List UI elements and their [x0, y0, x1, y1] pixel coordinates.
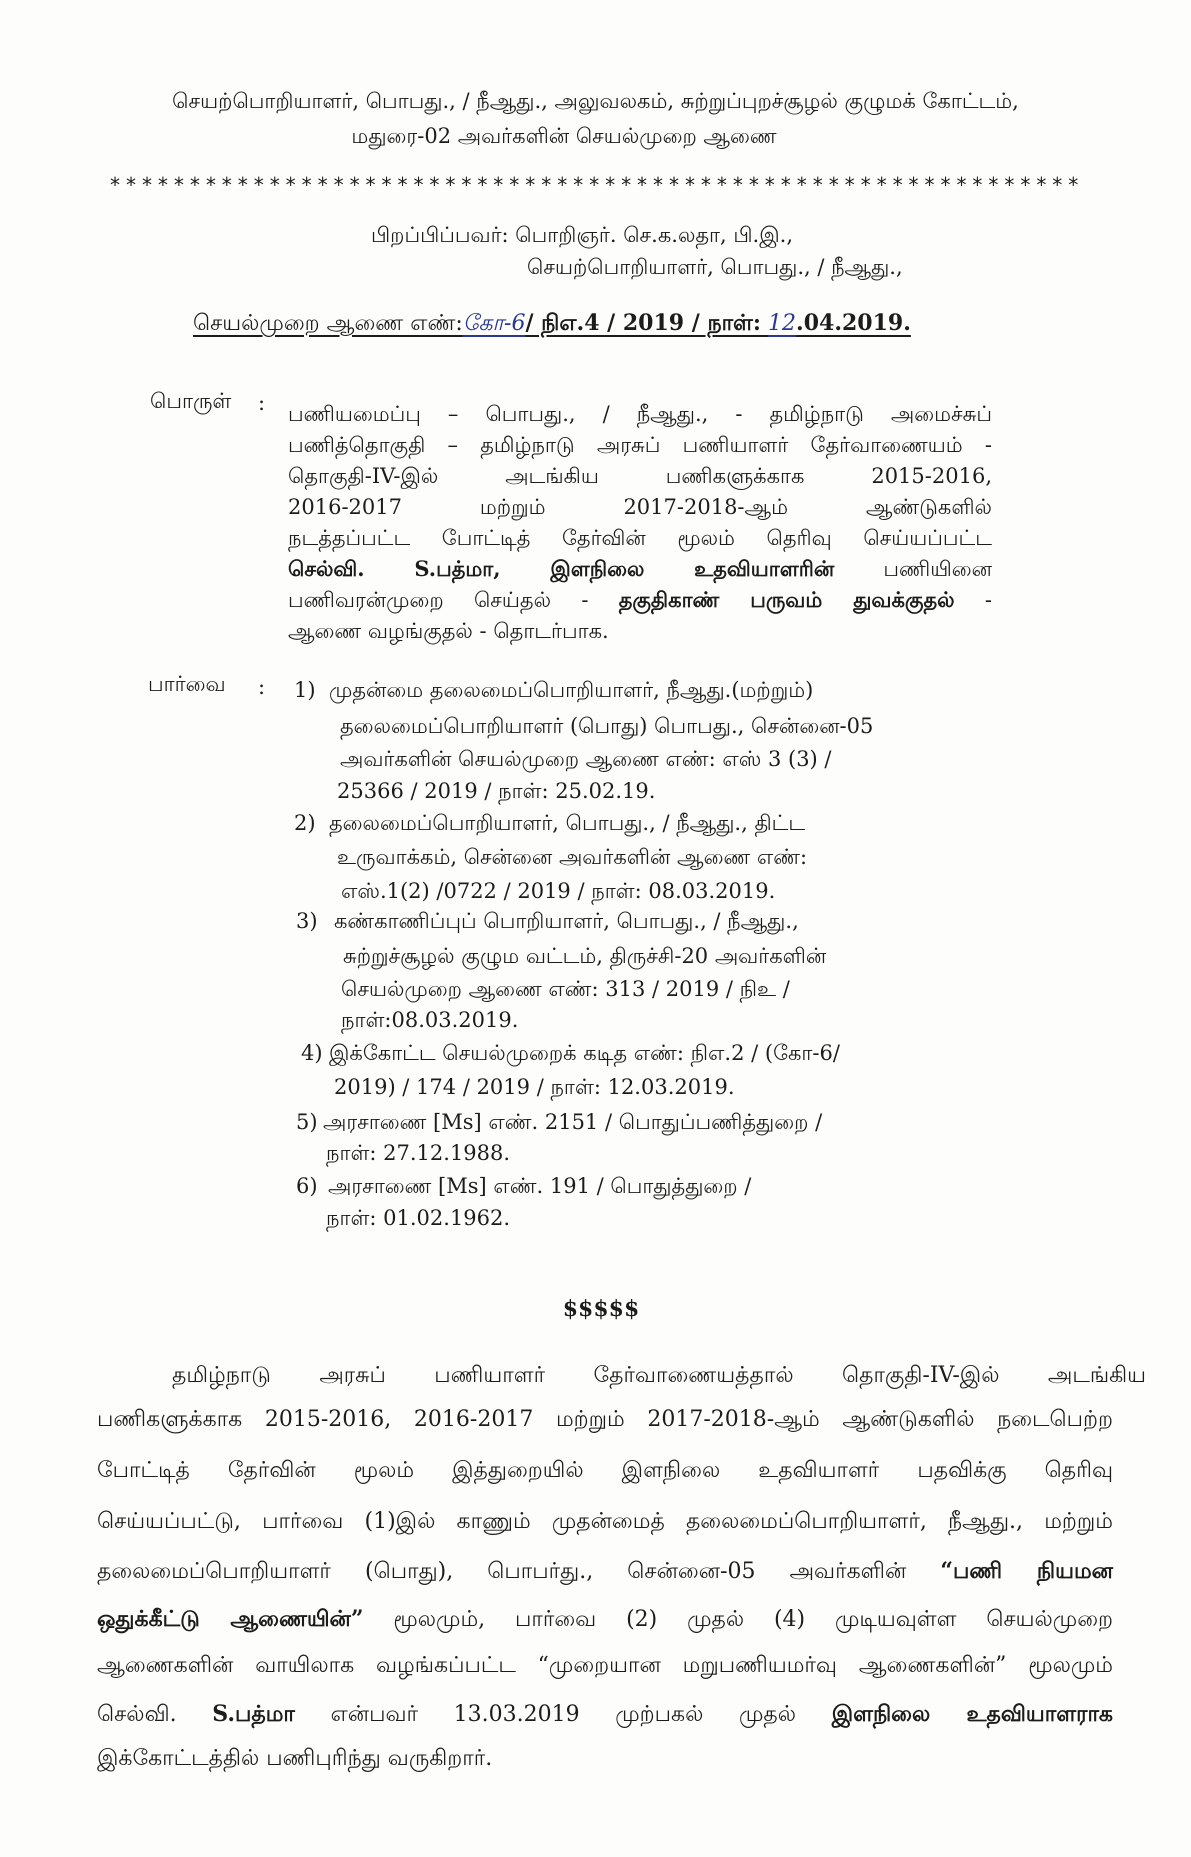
body-line-3: [97, 1455, 1113, 1487]
quoted-order-bold: ஒதுக்கீட்டு ஆணையின்”: [97, 1606, 364, 1632]
subject-line-1: [288, 399, 992, 429]
office-header-line-2: மதுரை-02 அவர்களின் செயல்முறை ஆணை: [351, 124, 777, 148]
text-segment: பணித்தொகுதி – தமிழ்நாடு அரசுப் பணியாளர் தேர்வாணையம் -: [288, 433, 992, 457]
reference-3-line: செயல்முறை ஆணை எண்: 313 / 2019 / நிஉ /: [341, 977, 790, 1001]
employee-name-bold: செல்வி. S.பத்மா, இளநிலை உதவியாளரின்: [288, 556, 835, 581]
reference-number-5: 5): [296, 1110, 318, 1134]
text-segment: தொகுதி-IV-இல் அடங்கிய பணிகளுக்காக 2015-2016,: [288, 464, 992, 488]
subject-line-7: [288, 585, 992, 615]
subject-line-6: [288, 554, 992, 584]
reference-5-line: நாள்: 27.12.1988.: [326, 1141, 511, 1165]
quoted-order-bold: “பணி நியமன: [940, 1558, 1113, 1584]
issuer-name-line: பிறப்பிப்பவர்: பொறிஞர். செ.க.லதா, பி.இ.,: [371, 223, 793, 247]
text-segment: செய்யப்பட்டு, பார்வை (1)இல் காணும் முதன்மைத் தலைமைப்பொறியாளர், நீஆது., மற்றும்: [97, 1509, 1113, 1534]
body-line-1: [172, 1360, 1146, 1392]
text-segment: -: [984, 588, 992, 612]
issuer-designation-line: செயற்பொறியாளர், பொபது., / நீஆது.,: [527, 255, 903, 279]
text-segment: பணிகளுக்காக 2015-2016, 2016-2017 மற்றும் 2017-2018-ஆம் ஆண்டுகளில் நடைபெற்ற: [97, 1407, 1113, 1432]
references-colon: :: [258, 675, 266, 699]
reference-4-line: 2019) / 174 / 2019 / நாள்: 12.03.2019.: [334, 1075, 735, 1099]
subject-line-2: [288, 430, 992, 460]
text-segment: பணிவரன்முறை செய்தல் -: [288, 588, 589, 612]
reference-number-6: 6): [296, 1174, 318, 1198]
text-segment: ஆணை வழங்குதல் - தொடர்பாக.: [288, 619, 609, 643]
body-line-9: [97, 1743, 492, 1775]
reference-number-1: 1): [294, 678, 316, 702]
text-segment: பணியமைப்பு – பொபது., / நீஆது., - தமிழ்நாடு அமைச்சுப்: [288, 402, 992, 426]
body-line-4: [97, 1506, 1113, 1538]
handwritten-order-day: 12: [768, 311, 797, 336]
handwritten-order-number: கோ-6: [462, 311, 526, 336]
designation-bold: இளநிலை உதவியாளராக: [831, 1701, 1114, 1727]
reference-3-line: கண்காணிப்புப் பொறியாளர், பொபது., / நீஆது.,: [334, 909, 799, 933]
office-header-line-1: செயற்பொறியாளர், பொபது., / நீஆது., அலுவலகம், சுற்றுப்புறச்சூழல் குழுமக் கோட்டம்,: [172, 89, 1019, 113]
reference-4-line: இக்கோட்ட செயல்முறைக் கடித எண்: நிஎ.2 / (கோ-6/: [329, 1041, 840, 1065]
reference-number-2: 2): [294, 811, 316, 835]
reference-2-line: தலைமைப்பொறியாளர், பொபது., / நீஆது., திட்ட: [329, 811, 806, 835]
reference-3-line: சுற்றுச்சூழல் குழும வட்டம், திருச்சி-20 அவர்களின்: [343, 944, 827, 968]
reference-6-line: நாள்: 01.02.1962.: [326, 1206, 511, 1230]
body-line-6: [97, 1603, 1113, 1635]
order-number-line: [193, 306, 911, 340]
section-divider: $$$$$: [562, 1296, 640, 1322]
reference-6-line: அரசாணை [Ms] எண். 191 / பொதுத்துறை /: [328, 1174, 752, 1198]
text-segment: பணியினை: [883, 557, 992, 581]
subject-colon: :: [258, 391, 266, 415]
subject-line-5: [288, 523, 992, 553]
text-segment: ஆணைகளின் வாயிலாக வழங்கப்பட்ட “முறையான மறுபணியமர்வு ஆணைகளின்” மூலமும்: [97, 1653, 1113, 1678]
references-label: பார்வை: [148, 672, 226, 696]
reference-1-line: 25366 / 2019 / நாள்: 25.02.19.: [337, 779, 656, 803]
subject-line-8: [288, 616, 609, 646]
body-line-7: [97, 1650, 1113, 1682]
reference-1-line: தலைமைப்பொறியாளர் (பொது) பொபது., சென்னை-05: [340, 714, 874, 738]
subject-label: பொருள்: [150, 389, 232, 413]
reference-2-line: உருவாக்கம், சென்னை அவர்களின் ஆணை எண்:: [337, 845, 808, 869]
text-segment: 2016-2017 மற்றும் 2017-2018-ஆம் ஆண்டுகளில்: [288, 495, 992, 519]
body-line-2: [97, 1404, 1113, 1436]
order-reference: / நிஎ.4 / 2019 / நாள்:: [525, 310, 762, 336]
text-segment: தலைமைப்பொறியாளர் (பொது), பொபர்து., சென்னை-05 அவர்களின்: [97, 1559, 907, 1584]
text-segment: என்பவர் 13.03.2019 முற்பகல் முதல்: [330, 1702, 797, 1727]
reference-5-line: அரசாணை [Ms] எண். 2151 / பொதுப்பணித்துறை /: [323, 1110, 823, 1134]
text-segment: இக்கோட்டத்தில் பணிபுரிந்து வருகிறார்.: [97, 1746, 493, 1771]
reference-1-line: முதன்மை தலைமைப்பொறியாளர், நீஆது.(மற்றும்): [329, 678, 814, 702]
reference-1-line: அவர்களின் செயல்முறை ஆணை எண்: எஸ் 3 (3) /: [340, 747, 832, 771]
employee-name-bold: S.பத்மா: [212, 1701, 295, 1727]
text-segment: தமிழ்நாடு அரசுப் பணியாளர் தேர்வாணையத்தால் தொகுதி-IV-இல் அடங்கிய: [172, 1363, 1146, 1388]
body-line-8: [97, 1698, 1113, 1730]
reference-2-line: எஸ்.1(2) /0722 / 2019 / நாள்: 08.03.2019.: [341, 879, 776, 903]
reference-number-4: 4): [301, 1041, 323, 1065]
text-segment: செல்வி.: [97, 1702, 177, 1727]
body-line-5: [97, 1555, 1113, 1587]
subject-line-4: [288, 492, 992, 522]
reference-number-3: 3): [296, 909, 318, 933]
reference-3-line: நாள்:08.03.2019.: [341, 1008, 519, 1032]
text-segment: மூலமும், பார்வை (2) முதல் (4) முடியவுள்ள செயல்முறை: [393, 1607, 1114, 1632]
probation-phrase-bold: தகுதிகாண் பருவம் துவக்குதல்: [618, 587, 955, 612]
text-segment: நடத்தப்பட்ட போட்டித் தேர்வின் மூலம் தெரிவு செய்யப்பட்ட: [288, 526, 992, 550]
order-date-suffix: .04.2019.: [796, 310, 911, 336]
order-prefix: செயல்முறை ஆணை எண்:: [193, 311, 463, 336]
subject-line-3: [288, 461, 992, 491]
text-segment: போட்டித் தேர்வின் மூலம் இத்துறையில் இளநிலை உதவியாளர் பதவிக்கு தெரிவு: [97, 1458, 1113, 1483]
asterisk-separator: *************************************************************: [109, 173, 1084, 197]
